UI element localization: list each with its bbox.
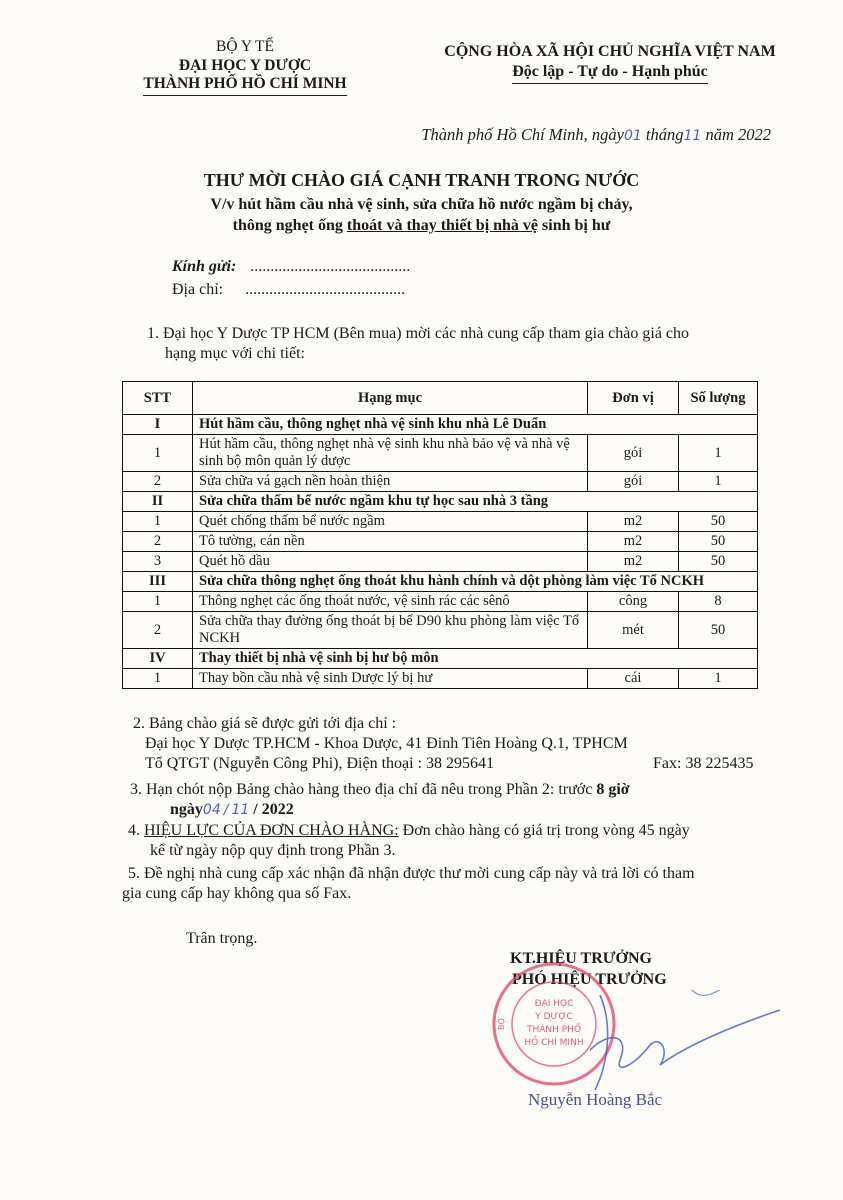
section-3-line-1: 3. Hạn chót nộp Bảng chào hàng theo địa chỉ đã nêu trong Phần 2: trước 8 giờ bbox=[130, 781, 630, 798]
header-qty: Số lượng bbox=[679, 382, 758, 415]
section-5-line-2: gia cung cấp hay không qua số Fax. bbox=[122, 885, 352, 902]
document-title: THƯ MỜI CHÀO GIÁ CẠNH TRANH TRONG NƯỚC bbox=[203, 170, 640, 190]
subject-line-1: V/v hút hầm cầu nhà vệ sinh, sửa chữa hồ nước ngầm bị chảy, bbox=[210, 196, 633, 213]
closing-text: Trân trọng. bbox=[186, 930, 258, 947]
intro-line-2: hạng mục với chi tiết: bbox=[165, 345, 305, 362]
section-3 bbox=[130, 780, 810, 820]
section-4 bbox=[128, 821, 808, 861]
table-row: 1 Quét chống thấm bể nước ngầm m2 50 bbox=[123, 512, 758, 532]
intro-line-1: 1. Đại học Y Dược TP HCM (Bên mua) mời các nhà cung cấp tham gia chào giá cho bbox=[147, 325, 690, 342]
table-row: 3 Quét hồ dầu m2 50 bbox=[123, 552, 758, 572]
stamp-text-line: ĐẠI HỌC bbox=[534, 999, 574, 1009]
section-4-line-1: 4. HIỆU LỰC CỦA ĐƠN CHÀO HÀNG: Đơn chào hàng có giá trị trong vòng 45 ngày bbox=[128, 822, 690, 839]
table-row: 2 Sửa chữa thay đường ống thoát bị bể D90 khu phòng làm việc Tổ NCKH mét 50 bbox=[123, 612, 758, 649]
section-3-deadline: ngày04 / 11 / 2022 bbox=[170, 801, 294, 818]
signer-name: Nguyễn Hoàng Bắc bbox=[528, 1090, 663, 1109]
deadline-day: 04 bbox=[202, 802, 221, 818]
section-row: III Sửa chữa thông nghẹt ống thoát khu hành chính và dột phòng làm việc Tổ NCKH bbox=[123, 572, 758, 592]
recipient-blank: ........................................ bbox=[250, 258, 411, 275]
stamp-text-line: Y DƯỢC bbox=[535, 1012, 573, 1022]
deadline-month: 11 bbox=[231, 802, 250, 818]
table-row: 2 Tô tường, cán nền m2 50 bbox=[123, 532, 758, 552]
stamp-side-text: BỘ bbox=[497, 1018, 506, 1030]
section-2-contact bbox=[133, 754, 793, 774]
intro-paragraph bbox=[147, 324, 787, 364]
section-2-line-1: 2. Bảng chào giá sẽ được gửi tới địa chỉ : bbox=[133, 715, 397, 732]
address-label: Địa chỉ: bbox=[172, 281, 224, 298]
table-header-row bbox=[123, 382, 758, 415]
header-stt: STT bbox=[123, 382, 193, 415]
subject-line-2: thông nghẹt ống thoát và thay thiết bị nhà vệ sinh bị hư bbox=[232, 217, 611, 234]
table-row: 2 Sửa chữa vá gạch nền hoàn thiện gói 1 bbox=[123, 472, 758, 492]
stamp-text-line: HỒ CHÍ MINH bbox=[524, 1038, 584, 1048]
date-month-label: tháng bbox=[645, 125, 684, 144]
header-unit: Đơn vị bbox=[588, 382, 679, 415]
recipient-label: Kính gửi: bbox=[172, 258, 237, 275]
university-name: ĐẠI HỌC Y DƯỢC bbox=[178, 56, 312, 74]
date-month: 11 bbox=[683, 128, 702, 144]
signature-role-2: PHÓ HIỆU TRƯỞNG bbox=[512, 971, 667, 988]
section-2 bbox=[133, 714, 793, 774]
section-2-fax: Fax: 38 225435 bbox=[653, 755, 754, 772]
section-5 bbox=[122, 864, 808, 904]
ministry-name: BỘ Y TẾ bbox=[216, 38, 274, 55]
table-row: 1 Thay bồn cầu nhà vệ sinh Dược lý bị hư cái 1 bbox=[123, 669, 758, 689]
city-name: THÀNH PHỐ HỒ CHÍ MINH bbox=[143, 75, 346, 96]
stamp-text-line: THÀNH PHỐ bbox=[526, 1025, 582, 1035]
section-2-address: Đại học Y Dược TP.HCM - Khoa Dược, 41 Đinh Tiên Hoàng Q.1, TPHCM bbox=[145, 735, 628, 752]
date-year: năm 2022 bbox=[705, 125, 771, 144]
section-2-phone: Tổ QTGT (Nguyễn Công Phi), Điện thoại : 38 295641 bbox=[145, 755, 495, 772]
table-row: 1 Hút hầm cầu, thông nghẹt nhà vệ sinh khu nhà bảo vệ và nhà vệ sinh bộ môn quản lý dược gói 1 bbox=[123, 435, 758, 472]
date-day: 01 bbox=[623, 128, 642, 144]
address-blank: ........................................ bbox=[245, 281, 406, 298]
recipient-address bbox=[172, 281, 405, 299]
items-table bbox=[122, 381, 758, 689]
section-row: II Sửa chữa thấm bể nước ngầm khu tự học sau nhà 3 tầng bbox=[123, 492, 758, 512]
date-prefix: Thành phố Hồ Chí Minh, ngày bbox=[421, 125, 624, 144]
section-5-line-1: 5. Đề nghị nhà cung cấp xác nhận đã nhận được thư mời cung cấp này và trả lời có tham bbox=[128, 865, 695, 882]
recipient-to bbox=[172, 258, 410, 276]
issuer-header bbox=[100, 38, 390, 96]
date-line bbox=[421, 125, 771, 145]
table-row: 1 Thông nghẹt các ống thoát nước, vệ sinh rác các sênô công 8 bbox=[123, 592, 758, 612]
country-name: CỘNG HÒA XÃ HỘI CHỦ NGHĨA VIỆT NAM bbox=[444, 43, 776, 60]
national-motto: Độc lập - Tự do - Hạnh phúc bbox=[512, 62, 708, 84]
header-item: Hạng mục bbox=[193, 382, 588, 415]
signature-role-1: KT.HIỆU TRƯỞNG bbox=[510, 950, 652, 967]
national-header bbox=[400, 42, 820, 84]
document-subject bbox=[0, 194, 843, 236]
validity-label: HIỆU LỰC CỦA ĐƠN CHÀO HÀNG: bbox=[144, 822, 399, 839]
handwritten-signature bbox=[560, 990, 800, 1100]
section-row: I Hút hầm cầu, thông nghẹt nhà vệ sinh khu nhà Lê Duẩn bbox=[123, 415, 758, 435]
section-4-line-2: kể từ ngày nộp quy định trong Phần 3. bbox=[150, 842, 396, 859]
section-row: IV Thay thiết bị nhà vệ sinh bị hư bộ môn bbox=[123, 649, 758, 669]
